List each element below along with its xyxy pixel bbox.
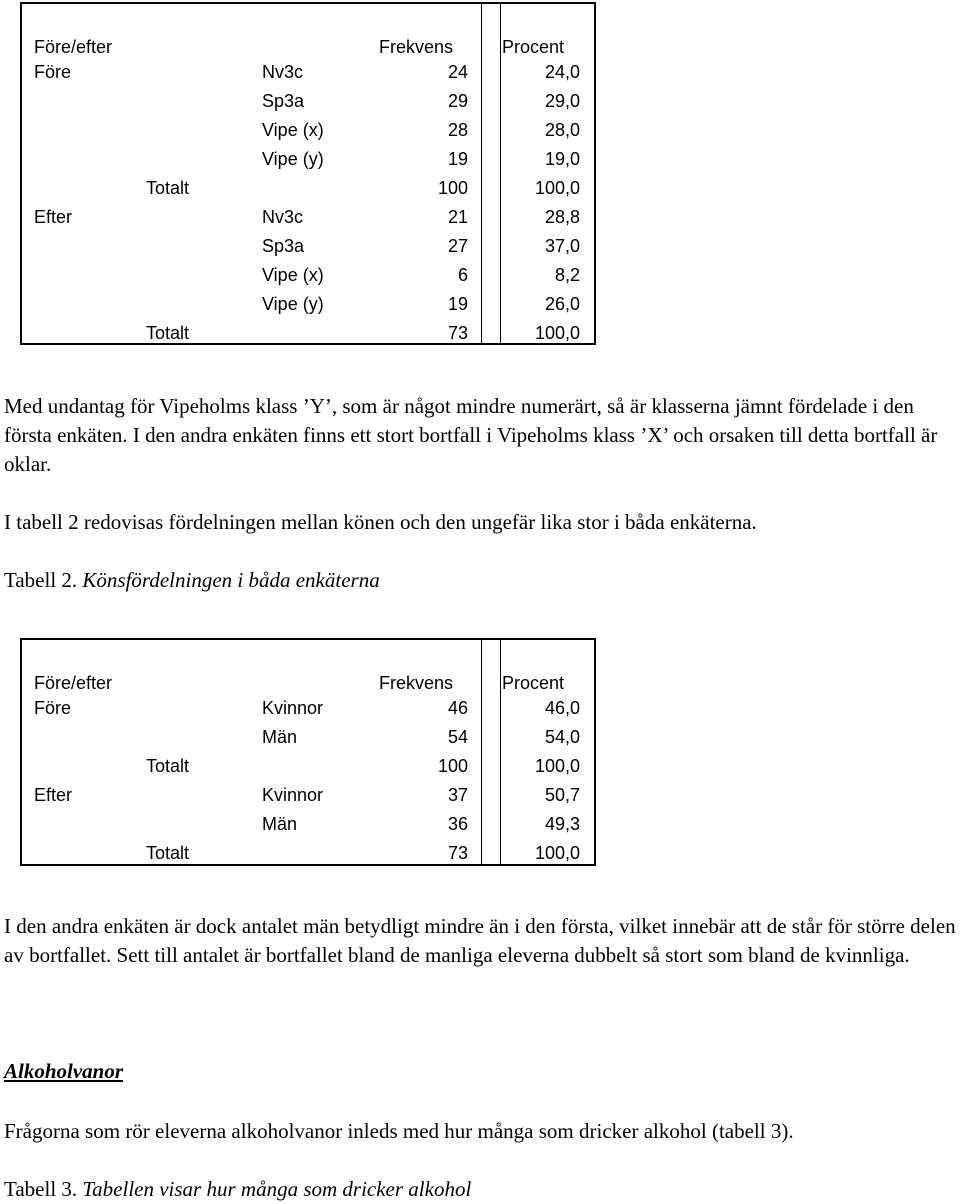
header-percent: Procent xyxy=(502,673,565,693)
caption-label: Tabell 3. xyxy=(4,1177,78,1201)
column-divider xyxy=(481,640,482,864)
header-group: Före/efter xyxy=(34,673,113,693)
row-percent: 100,0 xyxy=(534,178,580,198)
row-percent: 100,0 xyxy=(534,843,580,863)
row-total: Totalt xyxy=(146,843,190,863)
paragraph-4: Frågorna som rör eleverna alkoholvanor inleds med hur många som dricker alkohol (tabell 3). xyxy=(4,1119,794,1143)
row-percent: 19,0 xyxy=(544,149,580,169)
row-percent: 28,0 xyxy=(544,120,580,140)
row-percent: 54,0 xyxy=(544,727,580,747)
section-heading: Alkoholvanor xyxy=(4,1059,124,1083)
row-group: Efter xyxy=(34,207,73,227)
row-frequency: 73 xyxy=(447,323,468,343)
row-category: Sp3a xyxy=(262,236,305,256)
paragraph-3: I den andra enkäten är dock antalet män betydligt mindre än i den första, vilket innebär att de står för större delen av bortfallet. Sett till antalet är bortfallet bland de manliga eleverna dubbelt så stort som bland de kvinnliga. xyxy=(4,914,956,967)
row-category: Sp3a xyxy=(262,91,305,111)
row-total: Totalt xyxy=(146,178,190,198)
row-frequency: 19 xyxy=(447,149,468,169)
row-percent: 24,0 xyxy=(544,62,580,82)
table-1 xyxy=(20,2,596,345)
row-category: Kvinnor xyxy=(262,698,324,718)
row-category: Vipe (x) xyxy=(262,265,324,285)
row-percent: 29,0 xyxy=(544,91,580,111)
table-2-caption xyxy=(4,566,956,595)
header-percent: Procent xyxy=(502,37,565,57)
row-category: Nv3c xyxy=(262,62,304,82)
row-percent: 26,0 xyxy=(544,294,580,314)
row-percent: 49,3 xyxy=(544,814,580,834)
paragraph-2: I tabell 2 redovisas fördelningen mellan könen och den ungefär lika stor i båda enkäterna. xyxy=(4,510,757,534)
row-percent: 100,0 xyxy=(534,323,580,343)
row-percent: 100,0 xyxy=(534,756,580,776)
row-frequency: 54 xyxy=(447,727,468,747)
column-divider xyxy=(500,4,501,343)
row-frequency: 21 xyxy=(447,207,468,227)
row-frequency: 46 xyxy=(447,698,468,718)
row-frequency: 100 xyxy=(437,178,468,198)
caption-title: Könsfördelningen i båda enkäterna xyxy=(82,568,380,592)
row-category: Vipe (y) xyxy=(262,149,324,169)
row-frequency: 73 xyxy=(447,843,468,863)
row-frequency: 37 xyxy=(447,785,468,805)
row-percent: 8,2 xyxy=(554,265,580,285)
row-frequency: 100 xyxy=(437,756,468,776)
row-frequency: 36 xyxy=(447,814,468,834)
header-frequency: Frekvens xyxy=(379,673,454,693)
row-percent: 28,8 xyxy=(544,207,580,227)
row-percent: 46,0 xyxy=(544,698,580,718)
row-total: Totalt xyxy=(146,323,190,343)
row-category: Vipe (y) xyxy=(262,294,324,314)
row-percent: 50,7 xyxy=(544,785,580,805)
row-frequency: 29 xyxy=(447,91,468,111)
paragraph-1: Med undantag för Vipeholms klass ’Y’, som är något mindre numerärt, så är klasserna jämnt fördelade i den första enkäten. I den andra enkäten finns ett stort bortfall i Vipeholms klass ’X’ och orsaken till detta bortfall är oklar. xyxy=(4,394,938,476)
row-group: Före xyxy=(34,698,72,718)
row-frequency: 6 xyxy=(457,265,468,285)
row-frequency: 27 xyxy=(447,236,468,256)
table-2 xyxy=(20,638,596,866)
row-frequency: 24 xyxy=(447,62,468,82)
table-3-caption xyxy=(4,1175,956,1204)
row-percent: 37,0 xyxy=(544,236,580,256)
row-category: Män xyxy=(262,727,298,747)
header-group: Före/efter xyxy=(34,37,113,57)
row-category: Vipe (x) xyxy=(262,120,324,140)
caption-title: Tabellen visar hur många som dricker alkohol xyxy=(82,1177,472,1201)
row-frequency: 19 xyxy=(447,294,468,314)
row-frequency: 28 xyxy=(447,120,468,140)
row-group: Före xyxy=(34,62,72,82)
column-divider xyxy=(500,640,501,864)
row-category: Kvinnor xyxy=(262,785,324,805)
row-group: Efter xyxy=(34,785,73,805)
row-total: Totalt xyxy=(146,756,190,776)
column-divider xyxy=(481,4,482,343)
row-category: Nv3c xyxy=(262,207,304,227)
caption-label: Tabell 2. xyxy=(4,568,78,592)
row-category: Män xyxy=(262,814,298,834)
header-frequency: Frekvens xyxy=(379,37,454,57)
